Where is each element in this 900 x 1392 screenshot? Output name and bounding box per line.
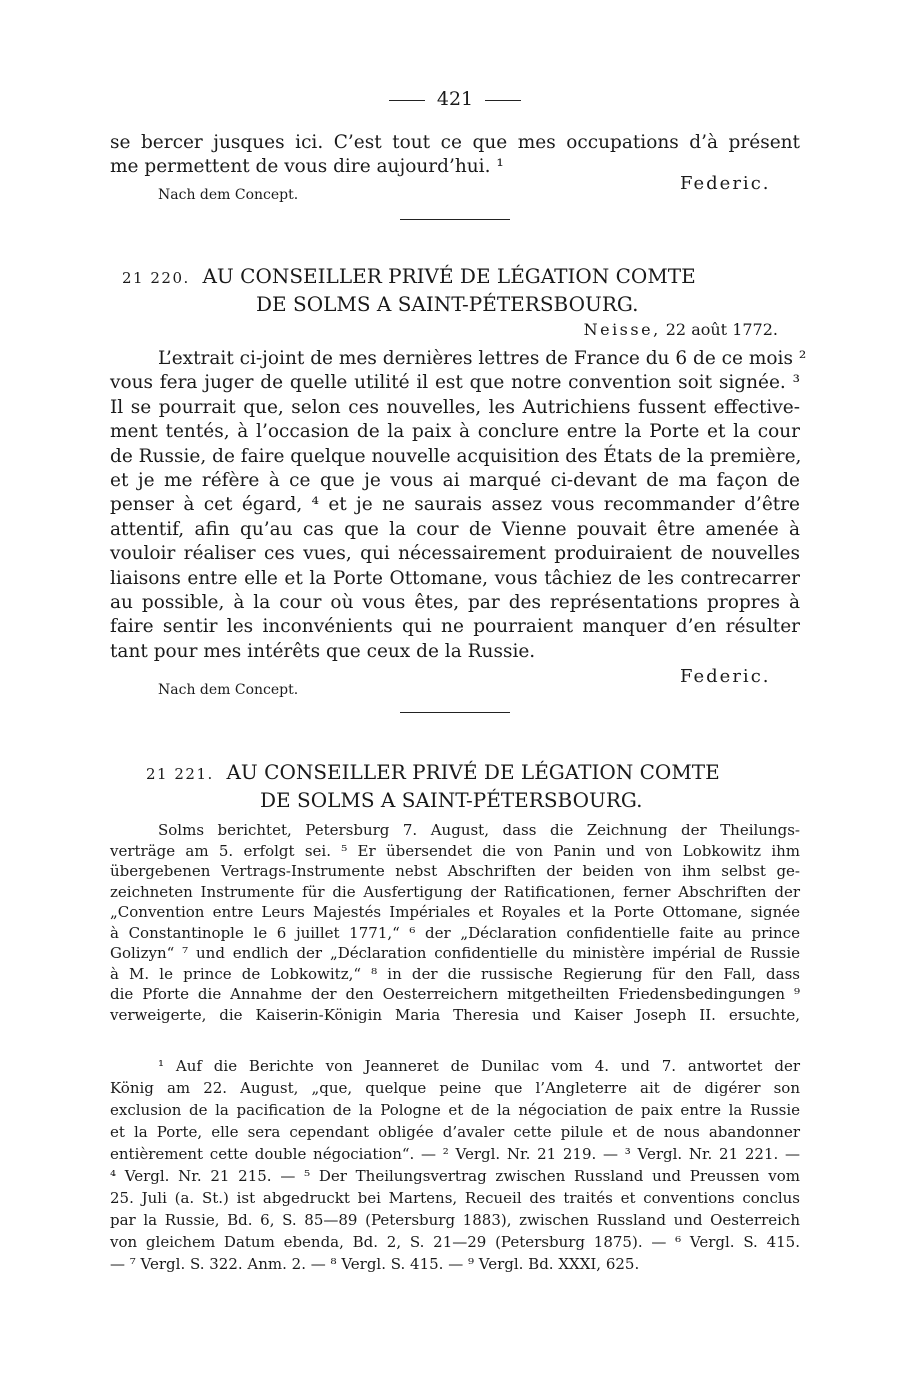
letter2-date: 22 août 1772. <box>665 320 778 339</box>
text-line: penser à cet égard, ⁴ et je ne saurais assez vous recommander d’être <box>110 494 800 516</box>
text-line: zeichneten Instrumente für die Ausfertigung der Ratificationen, ferner Abschriften der <box>110 882 800 901</box>
text-line: L’extrait ci-joint de mes dernières lettres de France du 6 de ce mois ² <box>158 348 807 369</box>
text-line: au possible, à la cour où vous êtes, par des représentations propres à <box>110 592 800 614</box>
footnote-line: entièrement cette double négociation“. — ² Vergl. Nr. 21 219. — ³ Vergl. Nr. 21 221. — <box>110 1145 800 1163</box>
footnote-line: 25. Juli (a. St.) ist abgedruckt bei Martens, Recueil des traités et conventions conclus <box>110 1189 800 1207</box>
text-line: verweigerte, die Kaiserin-Königin Maria Theresia und Kaiser Joseph II. ersuchte, <box>110 1005 800 1024</box>
text-line: à M. le prince de Lobkowitz,“ ⁸ in der die russische Regierung für den Fall, dass <box>110 964 800 983</box>
letter2-heading <box>110 263 800 317</box>
letter2-place-date <box>584 320 778 339</box>
letter2-body <box>110 347 807 664</box>
letter3-heading <box>110 759 800 813</box>
footnote-line: von gleichem Datum ebenda, Bd. 2, S. 21—29 (Petersburg 1875). — ⁶ Vergl. S. 415. <box>110 1233 800 1251</box>
letter1-signature: Federic. <box>680 173 771 194</box>
footnote-line: König am 22. August, „que, quelque peine que l’Angleterre ait de digérer son <box>110 1079 800 1097</box>
letter2-signature: Federic. <box>680 666 771 687</box>
footnote-line: ⁴ Vergl. Nr. 21 215. — ⁵ Der Theilungsvertrag zwischen Russland und Preussen vom <box>110 1167 800 1185</box>
footnotes <box>110 1055 800 1275</box>
footnote-line: par la Russie, Bd. 6, S. 85—89 (Petersburg 1883), zwischen Russland und Oesterreich <box>110 1211 800 1229</box>
separator-rule <box>400 219 510 220</box>
text-line: die Pforte die Annahme der den Oesterreichern mitgetheilten Friedensbedingungen ⁹ <box>110 985 800 1003</box>
footnote-line: — ⁷ Vergl. S. 322. Anm. 2. — ⁸ Vergl. S. 415. — ⁹ Vergl. Bd. XXXI, 625. <box>110 1255 640 1273</box>
text-line: de Russie, de faire quelque nouvelle acquisition des États de la première, <box>110 445 802 467</box>
letter2-place: Neisse, <box>583 320 661 339</box>
text-line: Il se pourrait que, selon ces nouvelles, les Autrichiens fussent effective- <box>110 396 800 418</box>
footnote-line: exclusion de la pacification de la Pologne et de la négociation de paix entre la Russie <box>110 1101 800 1119</box>
text-line: vous fera juger de quelle utilité il est que notre convention soit signée. ³ <box>110 372 800 394</box>
letter2-heading-line1: AU CONSEILLER PRIVÉ DE LÉGATION COMTE <box>202 264 696 288</box>
page-number-dash-right <box>485 100 521 101</box>
text-line: ment tentés, à l’occasion de la paix à conclure entre la Porte et la cour <box>110 421 800 443</box>
letter3-heading-line1: AU CONSEILLER PRIVÉ DE LÉGATION COMTE <box>226 760 720 784</box>
text-line: tant pour mes intérêts que ceux de la Russie. <box>110 640 536 662</box>
letter1-source: Nach dem Concept. <box>158 187 299 203</box>
text-line: faire sentir les inconvénients qui ne pourraient manquer d’en résulter <box>110 616 800 638</box>
letter3-heading-line2: DE SOLMS A SAINT-PÉTERSBOURG. <box>260 788 643 812</box>
page-number-dash-left <box>389 100 425 101</box>
text-line: se bercer jusques ici. C’est tout ce que mes occupations d’à présent <box>110 132 800 153</box>
letter2-number: 21 220. <box>122 269 190 287</box>
letter3-summary <box>110 820 800 1025</box>
text-line: à Constantinople le 6 juillet 1771,“ ⁶ der „Déclaration confidentielle faite au prince <box>110 923 800 942</box>
text-line: liaisons entre elle et la Porte Ottomane, vous tâchiez de les contrecarrer <box>110 567 800 589</box>
text-line: attentif, afin qu’au cas que la cour de Vienne pouvait être amenée à <box>110 518 800 540</box>
footnote-line: et la Porte, elle sera cependant obligée d’avaler cette pilule et de nous abandonner <box>110 1123 800 1141</box>
footnote-line: ¹ Auf die Berichte von Jeanneret de Dunilac vom 4. und 7. antwortet der <box>158 1057 800 1075</box>
text-line: me permettent de vous dire aujourd’hui. ¹ <box>110 156 504 178</box>
text-line: Golizyn“ ⁷ und endlich der „Déclaration confidentielle du ministère impérial de Russie <box>110 944 800 962</box>
text-line: vouloir réaliser ces vues, qui nécessairement produiraient de nouvelles <box>110 543 800 565</box>
letter3-number: 21 221. <box>146 765 214 783</box>
text-line: Solms berichtet, Petersburg 7. August, dass die Zeichnung der Theilungs- <box>158 821 800 839</box>
page-number: 421 <box>110 88 800 110</box>
separator-rule <box>400 712 510 713</box>
letter2-source: Nach dem Concept. <box>158 682 299 698</box>
letter2-heading-line2: DE SOLMS A SAINT-PÉTERSBOURG. <box>256 292 639 316</box>
text-line: verträge am 5. erfolgt sei. ⁵ Er übersendet die von Panin und von Lobkowitz ihm <box>110 841 800 860</box>
text-line: et je me réfère à ce que je vous ai marqué ci-devant de ma façon de <box>110 470 800 492</box>
text-line: „Convention entre Leurs Majestés Impériales et Royales et la Porte Ottomane, signée <box>110 903 800 921</box>
text-line: übergebenen Vertrags-Instrumente nebst Abschriften der beiden von ihm selbst ge- <box>110 862 800 880</box>
